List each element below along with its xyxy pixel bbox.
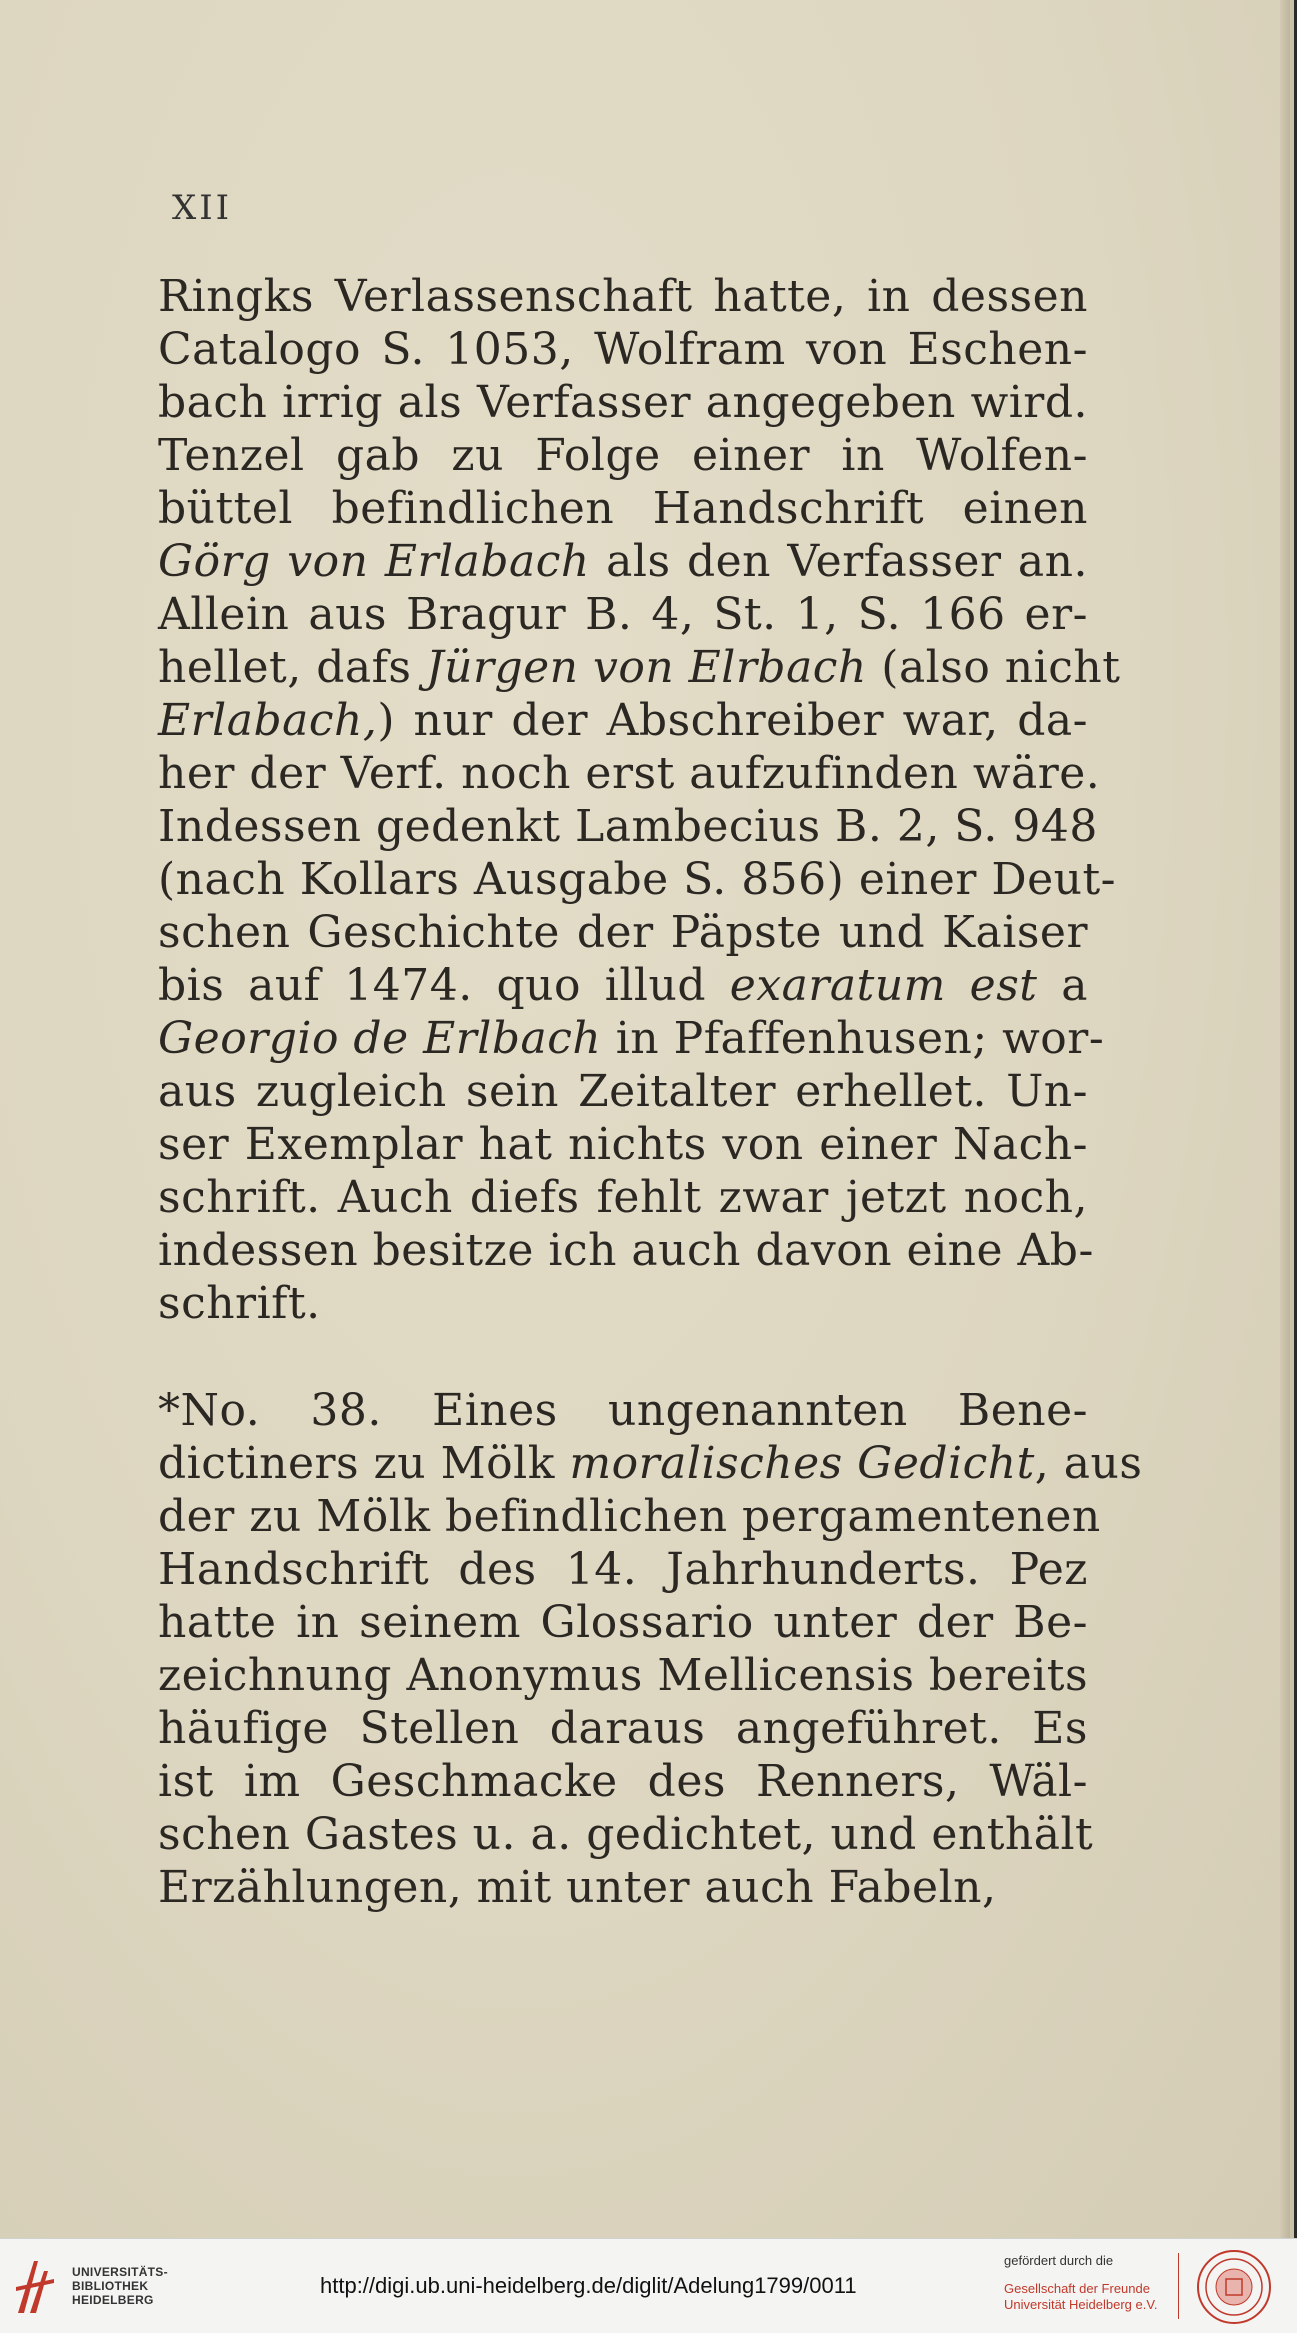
text-run: bis auf 1474. quo illud: [158, 960, 730, 1011]
text-run: Indessen gedenkt Lambecius B. 2, S. 948: [158, 801, 1098, 852]
paragraph-1-line: [158, 1065, 1088, 1118]
permalink-url[interactable]: http://digi.ub.uni-heidelberg.de/diglit/Adelung1799/0011: [320, 2273, 857, 2298]
text-run: schen Geschichte der Päpste und Kaiser: [158, 907, 1088, 958]
text-run: Catalogo S. 1053, Wolfram von Eschen-: [158, 324, 1088, 375]
library-name-line-2: BIBLIOTHEK: [72, 2279, 149, 2293]
text-run: häufige Stellen daraus angeführet. Es: [158, 1703, 1088, 1754]
paragraph-1-line: [158, 376, 1088, 429]
paragraph-continued: [158, 270, 1121, 1330]
italic-text: Georgio de Erlbach: [158, 1013, 602, 1064]
text-run: (nach Kollars Ausgabe S. 856) einer Deut-: [158, 854, 1117, 905]
society-name-line-1: Gesellschaft der Freunde: [1004, 2281, 1150, 2296]
page-number: XII: [172, 188, 233, 228]
paragraph-2-line: [158, 1755, 1088, 1808]
italic-text: exaratum est: [729, 960, 1038, 1011]
text-run: hellet, dafs: [158, 642, 426, 693]
paragraph-1-line: [158, 959, 1088, 1012]
paragraph-1-line: [158, 694, 1088, 747]
text-run: der zu Mölk befindlichen pergamentenen: [158, 1491, 1101, 1542]
paragraph-2-line: [158, 1649, 1088, 1702]
page-edge: [1280, 0, 1290, 2238]
paragraph-2-line: [158, 1437, 1143, 1490]
funded-by-label: gefördert durch die: [1004, 2253, 1114, 2268]
text-run: schrift.: [158, 1278, 321, 1329]
paragraph-1-line: [158, 853, 1117, 906]
paragraph-1-line: [158, 588, 1088, 641]
paragraph-2-line: [158, 1490, 1101, 1543]
text-run: ser Exemplar hat nichts von einer Nach-: [158, 1119, 1088, 1170]
paragraph-2-line: [158, 1808, 1094, 1861]
paragraph-1-line: [158, 747, 1101, 800]
text-run: schrift. Auch diefs fehlt zwar jetzt noch,: [158, 1172, 1088, 1223]
paragraph-2-line: [158, 1596, 1088, 1649]
text-run: Handschrift des 14. Jahrhunderts. Pez: [158, 1544, 1088, 1595]
society-name: [1004, 2281, 1157, 2313]
text-run: Erzählungen, mit unter auch Fabeln,: [158, 1862, 997, 1913]
paragraph-2-line: [158, 1702, 1088, 1755]
italic-text: Görg von Erlabach: [158, 536, 590, 587]
text-run: hatte in seinem Glossario unter der Be-: [158, 1597, 1088, 1648]
text-run: Tenzel gab zu Folge einer in Wolfen-: [158, 430, 1088, 481]
text-run: her der Verf. noch erst aufzufinden wäre.: [158, 748, 1101, 799]
text-run: in Pfaffenhusen; wor-: [601, 1013, 1105, 1064]
paragraph-1-line: [158, 323, 1088, 376]
paragraph-no-38: [158, 1384, 1143, 1914]
society-name-line-2: Universität Heidelberg e.V.: [1004, 2297, 1158, 2312]
text-run: als den Verfasser an.: [589, 536, 1088, 587]
paragraph-1-line: [158, 1118, 1088, 1171]
text-run: *No. 38. Eines ungenannten Bene-: [158, 1385, 1088, 1436]
text-run: Ringks Verlassenschaft hatte, in dessen: [158, 271, 1088, 322]
paragraph-1-line: [158, 641, 1121, 694]
text-run: dictiners zu Mölk: [158, 1438, 570, 1489]
text-run: zeichnung Anonymus Mellicensis bereits: [158, 1650, 1089, 1701]
paragraph-1-line: [158, 429, 1088, 482]
text-run: Allein aus Bragur B. 4, St. 1, S. 166 er-: [158, 589, 1088, 640]
text-run: a: [1037, 960, 1088, 1011]
paragraph-1-line: [158, 1012, 1105, 1065]
paragraph-1-line: [158, 1171, 1088, 1224]
italic-text: moralisches Gedicht: [569, 1438, 1035, 1489]
library-name-line-1: UNIVERSITÄTS-: [72, 2265, 168, 2279]
library-name-line-3: HEIDELBERG: [72, 2293, 154, 2307]
library-name: [72, 2265, 168, 2307]
paragraph-1-line: [158, 535, 1088, 588]
paragraph-1-line: [158, 1224, 1094, 1277]
italic-text: Jürgen von Elrbach: [425, 642, 867, 693]
university-seal-icon: [1196, 2249, 1272, 2325]
paragraph-1-line: [158, 800, 1098, 853]
text-run: ) nur der Abschreiber war, da-: [377, 695, 1088, 746]
paragraph-2-line: [158, 1543, 1088, 1596]
text-run: (also nicht: [866, 642, 1121, 693]
paragraph-1-line: [158, 482, 1088, 535]
text-run: aus zugleich sein Zeitalter erhellet. Un-: [158, 1066, 1088, 1117]
paragraph-2-line: [158, 1384, 1088, 1437]
paragraph-gap: [158, 1330, 1088, 1384]
text-run: , aus: [1034, 1438, 1143, 1489]
body-text: [158, 270, 1143, 1914]
italic-text: Erlabach,: [158, 695, 378, 746]
paragraph-2-line: [158, 1861, 1088, 1914]
text-run: schen Gastes u. a. gedichtet, und enthält: [158, 1809, 1094, 1860]
text-run: büttel befindlichen Handschrift einen: [158, 483, 1088, 534]
paragraph-1-line: [158, 906, 1088, 959]
text-run: indessen besitze ich auch davon eine Ab-: [158, 1225, 1094, 1276]
paragraph-1-line: [158, 270, 1088, 323]
paragraph-1-line: [158, 1277, 1088, 1330]
footer-divider: [1178, 2253, 1179, 2319]
footer-bar: [0, 2238, 1297, 2333]
ub-logo-icon: [14, 2257, 56, 2317]
text-run: ist im Geschmacke des Renners, Wäl-: [158, 1756, 1088, 1807]
text-run: bach irrig als Verfasser angegeben wird.: [158, 377, 1088, 428]
